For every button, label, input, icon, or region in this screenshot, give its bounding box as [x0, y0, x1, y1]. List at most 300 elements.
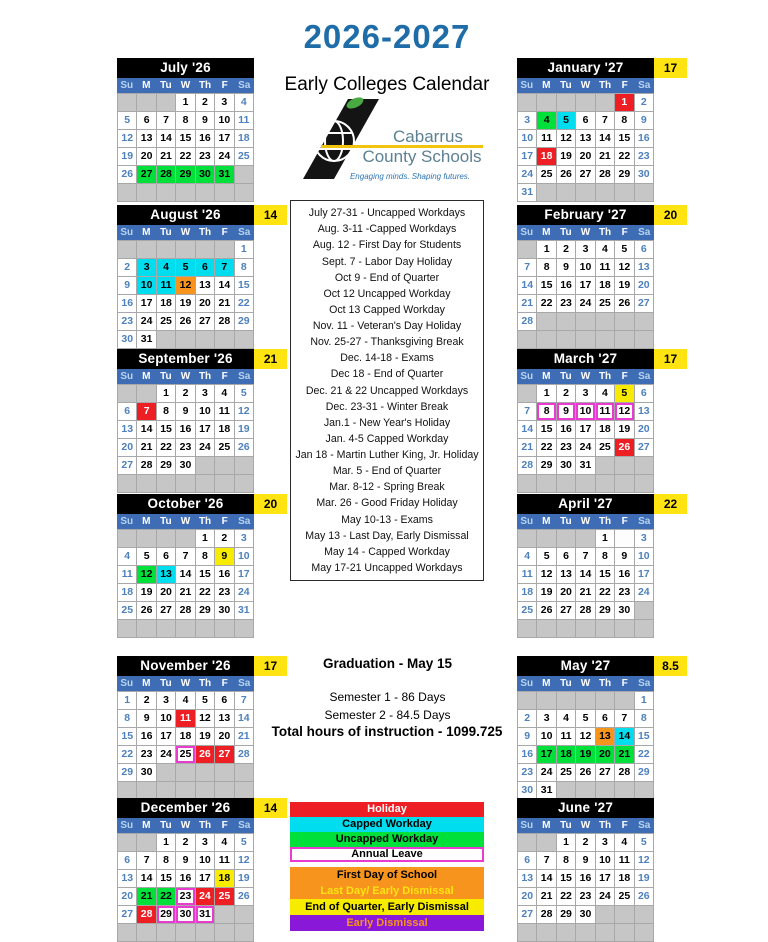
date-cell: 16 — [137, 728, 155, 745]
weekday-header: Th — [598, 678, 612, 689]
date-cell: 9 — [118, 277, 136, 294]
empty-cell — [215, 184, 233, 201]
empty-cell — [518, 692, 536, 709]
date-cell: 27 — [518, 906, 536, 923]
date-cell: 13 — [157, 566, 175, 583]
empty-cell — [235, 331, 253, 348]
date-cell: 13 — [596, 728, 614, 745]
date-cell: 23 — [215, 584, 233, 601]
date-cell: 20 — [157, 584, 175, 601]
date-cell: 19 — [615, 277, 633, 294]
date-cell: 28 — [518, 313, 536, 330]
date-cell: 4 — [596, 241, 614, 258]
weekday-header: M — [542, 678, 551, 689]
event-item: Oct 12 Uncapped Workday — [323, 287, 451, 300]
empty-cell — [235, 620, 253, 637]
date-cell: 4 — [157, 259, 175, 276]
date-cell: 15 — [615, 130, 633, 147]
date-cell: 11 — [215, 403, 233, 420]
empty-cell — [557, 313, 575, 330]
date-cell: 21 — [235, 728, 253, 745]
date-cell: 13 — [635, 403, 653, 420]
weekday-header: Su — [120, 227, 134, 238]
date-cell: 11 — [557, 728, 575, 745]
date-grid — [117, 691, 254, 800]
date-cell: 10 — [235, 548, 253, 565]
event-item: Aug. 12 - First Day for Students — [312, 239, 462, 252]
date-cell: 12 — [235, 852, 253, 869]
empty-cell — [235, 782, 253, 799]
date-cell: 18 — [615, 870, 633, 887]
weekday-header: Sa — [638, 371, 651, 382]
weekday-header: Sa — [238, 371, 251, 382]
empty-cell — [518, 241, 536, 258]
date-cell: 27 — [196, 313, 214, 330]
date-cell: 1 — [537, 241, 555, 258]
workday-count-tab: 20 — [654, 205, 687, 225]
date-cell: 7 — [137, 403, 155, 420]
weekday-header: Tu — [560, 80, 572, 91]
empty-cell — [576, 94, 594, 111]
weekday-header: F — [621, 371, 628, 382]
empty-cell — [176, 241, 194, 258]
weekday-header: W — [580, 227, 591, 238]
date-cell: 5 — [235, 385, 253, 402]
date-cell: 15 — [537, 421, 555, 438]
empty-cell — [576, 313, 594, 330]
event-item: Jan.1 - New Year's Holiday — [323, 416, 451, 429]
date-cell: 21 — [518, 439, 536, 456]
date-cell: 7 — [137, 852, 155, 869]
date-cell: 2 — [557, 241, 575, 258]
date-cell: 19 — [235, 870, 253, 887]
weekday-header: F — [621, 678, 628, 689]
date-cell: 23 — [137, 746, 155, 763]
color-legend — [290, 802, 484, 931]
date-cell: 16 — [176, 421, 194, 438]
date-cell: 17 — [215, 130, 233, 147]
weekday-header: F — [621, 820, 628, 831]
weekday-header: W — [580, 820, 591, 831]
date-cell: 27 — [635, 295, 653, 312]
event-item: May 10-13 - Exams — [341, 513, 433, 526]
date-cell: 30 — [215, 602, 233, 619]
date-cell: 16 — [557, 277, 575, 294]
date-cell: 29 — [235, 313, 253, 330]
date-cell: 23 — [635, 148, 653, 165]
date-cell: 1 — [635, 692, 653, 709]
date-cell: 17 — [235, 566, 253, 583]
weekday-header: Su — [120, 80, 134, 91]
weekday-header: M — [142, 516, 151, 527]
date-cell: 26 — [615, 295, 633, 312]
date-cell: 18 — [176, 728, 194, 745]
empty-cell — [596, 475, 614, 492]
date-cell: 12 — [615, 403, 633, 420]
date-cell: 3 — [137, 259, 155, 276]
date-cell: 20 — [596, 746, 614, 763]
date-cell: 17 — [576, 277, 594, 294]
date-cell: 10 — [157, 710, 175, 727]
date-cell: 19 — [615, 421, 633, 438]
date-cell: 15 — [176, 130, 194, 147]
weekday-header-row — [117, 514, 254, 529]
empty-cell — [235, 166, 253, 183]
date-grid — [117, 833, 254, 942]
date-cell: 15 — [537, 277, 555, 294]
empty-cell — [137, 475, 155, 492]
date-cell: 16 — [615, 566, 633, 583]
date-cell: 3 — [596, 834, 614, 851]
date-cell: 11 — [596, 403, 614, 420]
cabarrus-logo-graphic — [288, 96, 488, 188]
month-title: May '27 — [517, 656, 654, 676]
date-cell: 3 — [518, 112, 536, 129]
date-cell: 26 — [557, 166, 575, 183]
month-title: December '26 — [117, 798, 254, 818]
date-cell: 16 — [576, 870, 594, 887]
date-cell: 30 — [176, 457, 194, 474]
weekday-header: M — [542, 516, 551, 527]
month-december-26 — [117, 798, 278, 942]
weekday-header: F — [221, 371, 228, 382]
date-cell: 5 — [137, 548, 155, 565]
date-cell: 26 — [235, 439, 253, 456]
date-cell: 18 — [157, 295, 175, 312]
date-cell: 22 — [235, 295, 253, 312]
event-item: Oct 9 - End of Quarter — [334, 271, 440, 284]
date-cell: 20 — [576, 148, 594, 165]
date-cell: 17 — [196, 870, 214, 887]
empty-cell — [157, 94, 175, 111]
legend-annual-leave: Annual Leave — [290, 847, 484, 862]
workday-count-tab: 8.5 — [654, 656, 687, 676]
date-cell: 14 — [176, 566, 194, 583]
date-cell: 31 — [576, 457, 594, 474]
date-cell: 20 — [518, 888, 536, 905]
date-cell: 17 — [596, 870, 614, 887]
key-dates-list — [290, 200, 484, 581]
date-cell: 29 — [615, 166, 633, 183]
date-cell: 28 — [576, 602, 594, 619]
date-cell: 12 — [557, 130, 575, 147]
date-cell: 10 — [137, 277, 155, 294]
date-cell: 12 — [118, 130, 136, 147]
date-cell: 19 — [557, 148, 575, 165]
empty-cell — [196, 620, 214, 637]
date-cell: 18 — [537, 148, 555, 165]
event-item: Mar. 5 - End of Quarter — [332, 465, 442, 478]
weekday-header: Th — [598, 80, 612, 91]
date-cell: 4 — [235, 94, 253, 111]
date-cell: 21 — [157, 148, 175, 165]
empty-cell — [615, 782, 633, 799]
date-cell: 6 — [137, 112, 155, 129]
date-cell: 4 — [596, 385, 614, 402]
date-cell: 8 — [157, 852, 175, 869]
date-cell: 4 — [537, 112, 555, 129]
date-cell: 27 — [137, 166, 155, 183]
empty-cell — [176, 184, 194, 201]
date-cell: 15 — [157, 870, 175, 887]
date-cell: 3 — [157, 692, 175, 709]
date-cell: 30 — [557, 457, 575, 474]
empty-cell — [576, 475, 594, 492]
date-cell: 17 — [635, 566, 653, 583]
total-instruction-hours: Total hours of instruction - 1099.725 — [271, 724, 503, 739]
workday-count-tab: 20 — [254, 494, 287, 514]
empty-cell — [118, 475, 136, 492]
date-cell: 14 — [518, 421, 536, 438]
date-cell: 1 — [157, 385, 175, 402]
date-cell: 2 — [576, 834, 594, 851]
date-cell: 15 — [557, 870, 575, 887]
date-cell: 29 — [196, 602, 214, 619]
date-cell: 16 — [118, 295, 136, 312]
date-cell: 24 — [576, 439, 594, 456]
date-cell: 29 — [557, 906, 575, 923]
calendar-subtitle: Early Colleges Calendar — [284, 74, 490, 95]
empty-cell — [557, 692, 575, 709]
date-cell: 24 — [635, 584, 653, 601]
date-cell: 10 — [518, 130, 536, 147]
weekday-header: Th — [198, 516, 212, 527]
date-cell: 20 — [118, 888, 136, 905]
date-cell: 18 — [235, 130, 253, 147]
date-cell: 23 — [557, 295, 575, 312]
date-cell: 15 — [596, 566, 614, 583]
empty-cell — [137, 530, 155, 547]
date-cell: 8 — [157, 403, 175, 420]
empty-cell — [615, 692, 633, 709]
date-cell: 9 — [576, 852, 594, 869]
date-cell: 30 — [518, 782, 536, 799]
weekday-header: W — [580, 80, 591, 91]
date-cell: 14 — [537, 870, 555, 887]
date-cell: 6 — [518, 852, 536, 869]
empty-cell — [615, 906, 633, 923]
weekday-header: W — [180, 371, 191, 382]
date-cell: 13 — [118, 870, 136, 887]
empty-cell — [635, 620, 653, 637]
date-cell: 8 — [615, 112, 633, 129]
empty-cell — [118, 385, 136, 402]
date-cell: 28 — [235, 746, 253, 763]
month-title: August '26 — [117, 205, 254, 225]
date-cell: 8 — [635, 710, 653, 727]
date-cell: 21 — [215, 295, 233, 312]
weekday-header: F — [221, 227, 228, 238]
empty-cell — [537, 94, 555, 111]
date-cell: 29 — [176, 166, 194, 183]
empty-cell — [137, 620, 155, 637]
empty-cell — [137, 385, 155, 402]
empty-cell — [215, 764, 233, 781]
empty-cell — [596, 620, 614, 637]
date-cell: 9 — [196, 112, 214, 129]
date-cell: 1 — [596, 530, 614, 547]
empty-cell — [196, 764, 214, 781]
weekday-header: Th — [198, 80, 212, 91]
date-cell: 5 — [176, 259, 194, 276]
date-cell: 1 — [176, 94, 194, 111]
empty-cell — [518, 924, 536, 941]
empty-cell — [557, 620, 575, 637]
empty-cell — [176, 331, 194, 348]
date-cell: 28 — [596, 166, 614, 183]
date-cell: 1 — [537, 385, 555, 402]
date-cell: 18 — [118, 584, 136, 601]
date-cell: 27 — [596, 764, 614, 781]
date-cell: 2 — [176, 385, 194, 402]
date-cell: 12 — [235, 403, 253, 420]
weekday-header: F — [621, 80, 628, 91]
date-cell: 24 — [196, 888, 214, 905]
date-cell: 21 — [137, 888, 155, 905]
empty-cell — [137, 782, 155, 799]
empty-cell — [235, 924, 253, 941]
date-cell: 10 — [215, 112, 233, 129]
date-cell: 19 — [576, 746, 594, 763]
date-cell: 19 — [137, 584, 155, 601]
date-cell: 8 — [118, 710, 136, 727]
month-title: March '27 — [517, 349, 654, 369]
empty-cell — [537, 834, 555, 851]
date-cell: 14 — [576, 566, 594, 583]
workday-count-tab: 14 — [254, 798, 287, 818]
date-cell: 11 — [215, 852, 233, 869]
empty-cell — [118, 782, 136, 799]
date-cell: 13 — [118, 421, 136, 438]
date-cell: 2 — [215, 530, 233, 547]
weekday-header-row — [117, 818, 254, 833]
date-cell: 31 — [518, 184, 536, 201]
date-cell: 24 — [576, 295, 594, 312]
date-cell: 30 — [576, 906, 594, 923]
date-cell: 4 — [557, 710, 575, 727]
date-cell: 2 — [635, 94, 653, 111]
weekday-header: M — [142, 820, 151, 831]
date-cell: 20 — [635, 421, 653, 438]
empty-cell — [196, 184, 214, 201]
date-cell: 2 — [518, 710, 536, 727]
weekday-header: F — [221, 80, 228, 91]
date-cell: 28 — [137, 906, 155, 923]
date-cell: 2 — [557, 385, 575, 402]
date-cell: 29 — [118, 764, 136, 781]
date-cell: 28 — [518, 457, 536, 474]
weekday-header: Tu — [160, 678, 172, 689]
empty-cell — [157, 924, 175, 941]
weekday-header: W — [180, 820, 191, 831]
date-cell: 18 — [596, 277, 614, 294]
date-cell: 19 — [196, 728, 214, 745]
date-cell: 20 — [557, 584, 575, 601]
weekday-header-row — [117, 225, 254, 240]
workday-count-tab: 17 — [654, 58, 687, 78]
empty-cell — [596, 184, 614, 201]
empty-cell — [157, 530, 175, 547]
date-grid — [517, 691, 654, 800]
date-cell: 5 — [576, 710, 594, 727]
date-grid — [117, 240, 254, 349]
date-cell: 22 — [176, 148, 194, 165]
date-cell: 11 — [615, 852, 633, 869]
weekday-header: Su — [520, 678, 534, 689]
weekday-header: M — [542, 371, 551, 382]
date-cell: 10 — [196, 852, 214, 869]
date-cell: 9 — [635, 112, 653, 129]
date-cell: 16 — [176, 870, 194, 887]
date-cell: 29 — [596, 602, 614, 619]
date-cell: 26 — [635, 888, 653, 905]
empty-cell — [557, 530, 575, 547]
weekday-header: Tu — [160, 371, 172, 382]
empty-cell — [215, 331, 233, 348]
date-cell: 10 — [576, 259, 594, 276]
date-cell: 9 — [615, 548, 633, 565]
date-cell: 3 — [196, 834, 214, 851]
month-title: June '27 — [517, 798, 654, 818]
empty-cell — [635, 782, 653, 799]
date-cell: 25 — [176, 746, 194, 763]
date-cell: 22 — [537, 295, 555, 312]
weekday-header: F — [221, 516, 228, 527]
empty-cell — [235, 475, 253, 492]
empty-cell — [537, 692, 555, 709]
date-cell: 26 — [576, 764, 594, 781]
date-cell: 23 — [196, 148, 214, 165]
empty-cell — [576, 924, 594, 941]
date-cell: 30 — [615, 602, 633, 619]
month-june-27 — [517, 798, 654, 942]
date-cell: 29 — [157, 457, 175, 474]
date-cell: 31 — [196, 906, 214, 923]
date-cell: 27 — [118, 906, 136, 923]
date-cell: 31 — [235, 602, 253, 619]
workday-count-tab: 14 — [254, 205, 287, 225]
weekday-header: Th — [598, 227, 612, 238]
date-cell: 14 — [615, 728, 633, 745]
date-cell: 9 — [518, 728, 536, 745]
empty-cell — [157, 475, 175, 492]
month-april-27 — [517, 494, 678, 638]
empty-cell — [596, 782, 614, 799]
date-cell: 18 — [557, 746, 575, 763]
weekday-header: Su — [520, 227, 534, 238]
empty-cell — [635, 457, 653, 474]
date-cell: 6 — [557, 548, 575, 565]
date-cell: 19 — [635, 870, 653, 887]
date-cell: 7 — [615, 710, 633, 727]
empty-cell — [196, 331, 214, 348]
empty-cell — [118, 184, 136, 201]
empty-cell — [576, 331, 594, 348]
date-cell: 2 — [137, 692, 155, 709]
month-october-26 — [117, 494, 278, 638]
weekday-header: M — [142, 678, 151, 689]
date-cell: 3 — [537, 710, 555, 727]
date-cell: 11 — [537, 130, 555, 147]
date-cell: 25 — [537, 166, 555, 183]
date-cell: 7 — [157, 112, 175, 129]
date-cell: 21 — [518, 295, 536, 312]
date-cell: 18 — [518, 584, 536, 601]
date-cell: 12 — [137, 566, 155, 583]
weekday-header: Sa — [638, 820, 651, 831]
empty-cell — [118, 530, 136, 547]
weekday-header: F — [621, 227, 628, 238]
